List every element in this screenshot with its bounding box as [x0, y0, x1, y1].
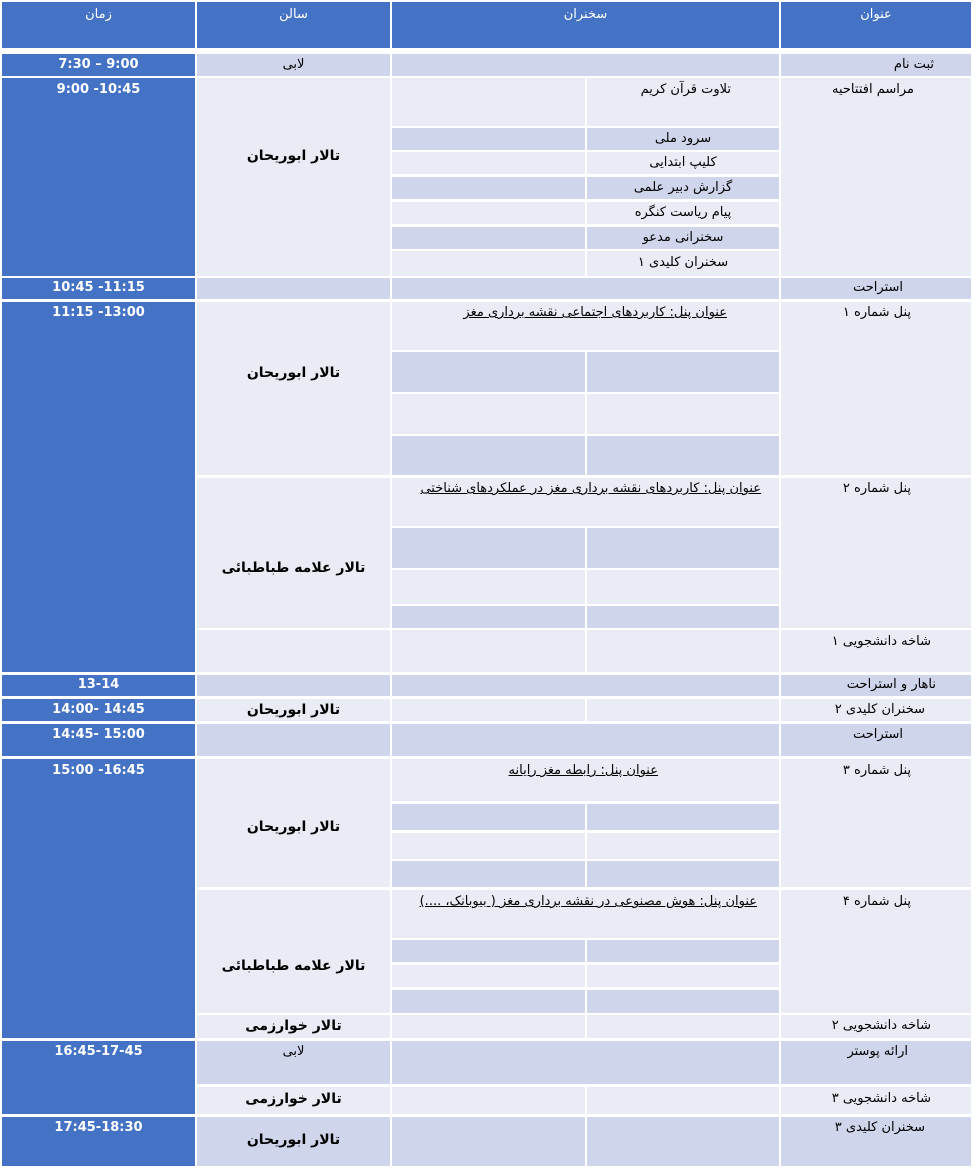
speaker-cell	[587, 630, 779, 672]
speaker-cell	[587, 1117, 779, 1166]
title-cell: ارائه پوستر	[781, 1041, 971, 1084]
opening-item: سرود ملی	[587, 128, 779, 150]
hall-cell: لابی	[197, 1041, 390, 1084]
panel-title-text: عنوان پنل: کاربردهای اجتماعی نقشه برداری مغز	[463, 305, 727, 320]
speaker-cell	[392, 990, 585, 1013]
speaker-cell	[587, 940, 779, 962]
time-cell: 16:45-17-45	[2, 1041, 195, 1114]
panel-title	[392, 890, 779, 938]
panel-title	[392, 478, 779, 526]
speaker-cell	[392, 804, 585, 830]
speaker-cell	[392, 54, 779, 76]
title-cell: ناهار و استراحت	[781, 675, 971, 696]
speaker-cell	[392, 278, 779, 299]
speaker-cell	[587, 436, 779, 475]
speaker-cell	[392, 630, 585, 672]
time-cell: 10:45 -11:15	[2, 278, 195, 299]
speaker-cell	[392, 861, 585, 887]
speaker-cell	[392, 606, 585, 628]
speaker-cell	[392, 227, 585, 249]
time-cell: 14:45- 15:00	[2, 724, 195, 756]
time-cell: 17:45-18:30	[2, 1117, 195, 1166]
hall-cell: لابی	[197, 54, 390, 76]
speaker-cell	[392, 965, 585, 987]
opening-item: کلیپ ابتدایی	[587, 152, 779, 174]
header-hall: سالن	[197, 2, 390, 48]
speaker-cell	[392, 699, 585, 721]
speaker-cell	[587, 528, 779, 568]
speaker-cell	[587, 990, 779, 1013]
hall-cell	[197, 278, 390, 299]
title-cell: استراحت	[781, 724, 971, 756]
header-time: زمان	[2, 2, 195, 48]
title-cell: شاخه دانشجویی ۳	[781, 1087, 971, 1114]
speaker-cell	[392, 251, 585, 276]
speaker-cell	[587, 1087, 779, 1114]
speaker-cell	[587, 965, 779, 987]
time-cell: 7:30 – 9:00	[2, 54, 195, 76]
opening-item: گزارش دبیر علمی	[587, 177, 779, 199]
speaker-cell	[587, 352, 779, 392]
hall-cell: تالار ابوریحان	[197, 699, 390, 721]
speaker-cell	[392, 352, 585, 392]
time-cell: 11:15 -13:00	[2, 302, 195, 672]
title-cell: شاخه دانشجویی ۱	[781, 630, 971, 672]
speaker-cell	[587, 861, 779, 887]
speaker-cell	[587, 570, 779, 604]
header-speakers: سخنران	[392, 2, 779, 48]
title-cell: شاخه دانشجویی ۲	[781, 1015, 971, 1038]
panel-title-text: عنوان پنل: کاربردهای نقشه برداری مغز در عملکردهای شناختی	[420, 481, 761, 496]
hall-cell: تالار ابوریحان	[197, 1117, 390, 1166]
opening-item: سخنران کلیدی ۱	[587, 251, 779, 276]
speaker-cell	[392, 528, 585, 568]
title-cell: سخنران کلیدی ۲	[781, 699, 971, 721]
opening-item: تلاوت قرآن کریم	[587, 78, 779, 126]
hall-cell	[197, 724, 390, 756]
speaker-cell	[392, 1015, 585, 1038]
hall-cell: تالار ابوریحان	[197, 78, 390, 276]
speaker-cell	[392, 1117, 585, 1166]
panel-title	[392, 759, 779, 801]
speaker-cell	[392, 724, 779, 756]
time-cell: 13-14	[2, 675, 195, 696]
speaker-cell	[392, 394, 585, 434]
speaker-cell	[392, 833, 585, 859]
title-cell: سخنران کلیدی ۳	[781, 1117, 971, 1166]
hall-cell: تالار علامه طباطبائی	[197, 890, 390, 1013]
speaker-cell	[392, 570, 585, 604]
speaker-cell	[392, 152, 585, 174]
speaker-cell	[392, 675, 779, 696]
speaker-cell	[392, 1041, 779, 1084]
speaker-cell	[587, 606, 779, 628]
hall-cell	[197, 630, 390, 672]
speaker-cell	[392, 1087, 585, 1114]
time-cell: 9:00 -10:45	[2, 78, 195, 276]
title-cell: مراسم افتتاحیه	[781, 78, 971, 276]
speaker-cell	[392, 940, 585, 962]
panel-title-text: عنوان پنل: رابطه مغز رایانه	[508, 763, 658, 778]
title-cell: پنل شماره ۱	[781, 302, 971, 475]
speaker-cell	[392, 202, 585, 224]
title-cell: استراحت	[781, 278, 971, 299]
hall-cell: تالار ابوریحان	[197, 302, 390, 475]
hall-cell: تالار خوارزمی	[197, 1087, 390, 1114]
speaker-cell	[587, 394, 779, 434]
panel-title-text: عنوان پنل: هوش مصنوعی در نقشه برداری مغز ( بیوبانک، ....)	[419, 894, 757, 909]
title-cell: پنل شماره ۳	[781, 759, 971, 887]
opening-item: سخنرانی مدعو	[587, 227, 779, 249]
speaker-cell	[392, 78, 585, 126]
time-cell: 14:00- 14:45	[2, 699, 195, 721]
title-cell: پنل شماره ۴	[781, 890, 971, 1013]
title-cell: ثبت نام	[781, 54, 971, 76]
hall-cell: تالار خوارزمی	[197, 1015, 390, 1038]
opening-item: پیام ریاست کنگره	[587, 202, 779, 224]
hall-cell: تالار ابوریحان	[197, 759, 390, 887]
hall-cell: تالار علامه طباطبائی	[197, 478, 390, 628]
hall-cell	[197, 675, 390, 696]
speaker-cell	[587, 1015, 779, 1038]
header-title: عنوان	[781, 2, 971, 48]
speaker-cell	[392, 128, 585, 150]
speaker-cell	[587, 833, 779, 859]
panel-title	[392, 302, 779, 350]
time-cell: 15:00 -16:45	[2, 759, 195, 1038]
speaker-cell	[392, 177, 585, 199]
speaker-cell	[392, 436, 585, 475]
title-cell: پنل شماره ۲	[781, 478, 971, 628]
speaker-cell	[587, 804, 779, 830]
speaker-cell	[587, 699, 779, 721]
